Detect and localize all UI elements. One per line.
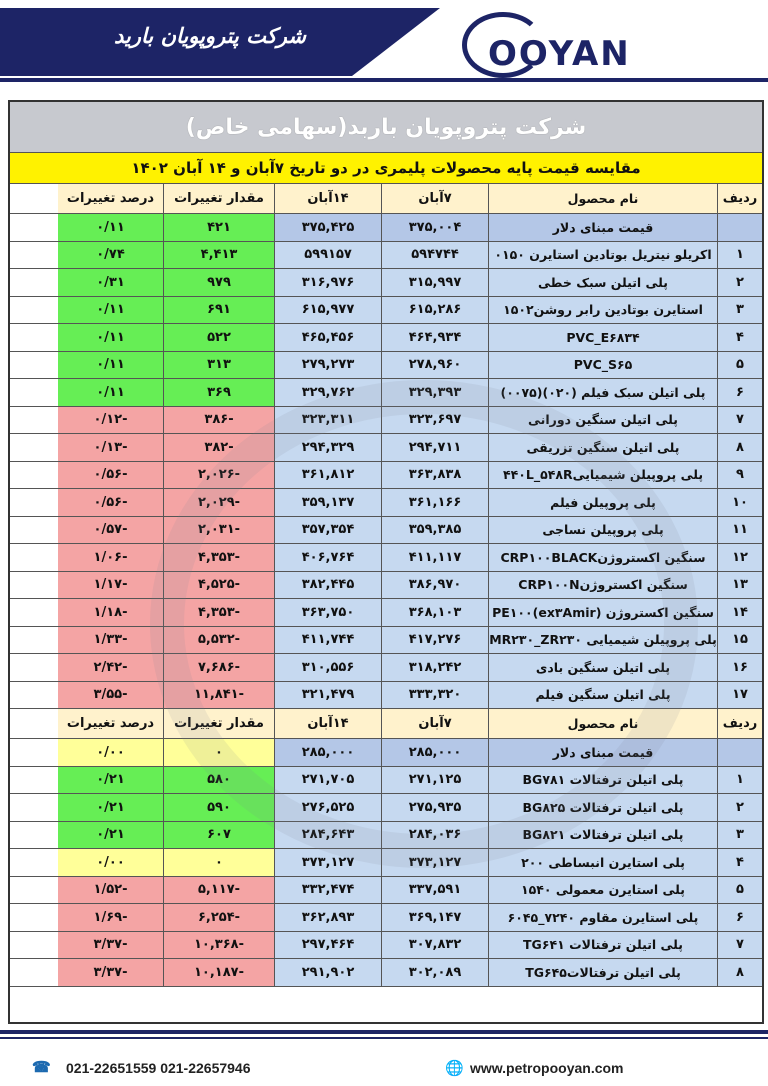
row-index: ۱۱ <box>717 517 762 544</box>
change-percent: ۰/۱۱ <box>58 352 163 379</box>
row-index: ۱۳ <box>717 572 762 599</box>
table-row <box>10 654 762 682</box>
price-7aban: ۲۸۴,۰۳۶ <box>381 822 488 849</box>
header-underline <box>0 78 768 82</box>
price-14aban: ۳۲۹,۷۶۲ <box>274 379 381 406</box>
header-v7: ۷آبان <box>381 709 488 738</box>
product-name: پلی اتیلن ترفتالات BG۸۲۱ <box>488 822 717 849</box>
price-14aban: ۳۱۶,۹۷۶ <box>274 269 381 296</box>
product-name: پلی اتیلن سبک خطی <box>488 269 717 296</box>
change-percent: ۰/۱۱ <box>58 324 163 351</box>
table-row <box>10 682 762 710</box>
price-14aban: ۶۱۵,۹۷۷ <box>274 297 381 324</box>
row-index: ۶ <box>717 904 762 931</box>
price-7aban: ۲۷۱,۱۲۵ <box>381 767 488 794</box>
header-idx: ردیف <box>717 709 762 738</box>
row-index: ۷ <box>717 932 762 959</box>
change-amount: -۴,۵۲۵ <box>163 572 274 599</box>
table-row <box>10 379 762 407</box>
product-name: پلی پروپیلن فیلم <box>488 489 717 516</box>
header-amt: مقدار تغییرات <box>163 184 274 213</box>
change-amount: -۲,۰۳۱ <box>163 517 274 544</box>
price-14aban: ۲۷۶,۵۲۵ <box>274 794 381 821</box>
row-index <box>717 214 762 241</box>
price-7aban: ۴۱۷,۲۷۶ <box>381 627 488 654</box>
header-v14: ۱۴آبان <box>274 184 381 213</box>
change-percent: -۱/۳۳ <box>58 627 163 654</box>
change-percent: -۱/۰۶ <box>58 544 163 571</box>
product-name: PVC_E۶۸۳۴ <box>488 324 717 351</box>
product-name: پلی اتیلن ترفتالاتTG۶۴۵ <box>488 959 717 986</box>
header-name: نام محصول <box>488 709 717 738</box>
change-amount: -۲,۰۲۶ <box>163 462 274 489</box>
change-amount: -۶,۲۵۴ <box>163 904 274 931</box>
change-percent: ۰/۱۱ <box>58 297 163 324</box>
row-index: ۸ <box>717 434 762 461</box>
row-index: ۱۵ <box>717 627 762 654</box>
change-amount: ۵۹۰ <box>163 794 274 821</box>
table-header-row-2 <box>10 709 762 739</box>
phone-numbers: 021-22651559 021-22657946 <box>66 1060 251 1076</box>
change-percent: ۰/۱۱ <box>58 214 163 241</box>
row-index: ۳ <box>717 822 762 849</box>
price-7aban: ۳۵۹,۳۸۵ <box>381 517 488 544</box>
price-7aban: ۲۸۵,۰۰۰ <box>381 739 488 766</box>
price-7aban: ۳۷۵,۰۰۴ <box>381 214 488 241</box>
table-header-row <box>10 184 762 214</box>
price-14aban: ۴۰۶,۷۶۴ <box>274 544 381 571</box>
row-index: ۱۰ <box>717 489 762 516</box>
change-percent: -۰/۵۷ <box>58 517 163 544</box>
company-name: شرکت پتروپویان بارید <box>114 24 306 48</box>
change-percent: -۳/۳۷ <box>58 932 163 959</box>
section-2 <box>10 739 762 987</box>
price-7aban: ۳۱۵,۹۹۷ <box>381 269 488 296</box>
price-7aban: ۳۰۲,۰۸۹ <box>381 959 488 986</box>
price-14aban: ۲۸۵,۰۰۰ <box>274 739 381 766</box>
table-title: شرکت پتروپویان باربد(سهامی خاص) <box>10 102 762 153</box>
header-idx: ردیف <box>717 184 762 213</box>
product-name: پلی اتیلن سنگین دورانی <box>488 407 717 434</box>
product-name: پلی استایرن انبساطی ۲۰۰ <box>488 849 717 876</box>
change-percent: ۰/۱۱ <box>58 379 163 406</box>
usd-base-row <box>10 214 762 242</box>
row-index: ۱۷ <box>717 682 762 709</box>
product-name: قیمت مبنای دلار <box>488 214 717 241</box>
header-v14: ۱۴آبان <box>274 709 381 738</box>
price-7aban: ۳۶۸,۱۰۳ <box>381 599 488 626</box>
change-amount: -۵,۱۱۷ <box>163 877 274 904</box>
change-percent: -۱/۱۷ <box>58 572 163 599</box>
table-row <box>10 407 762 435</box>
price-14aban: ۵۹۹۱۵۷ <box>274 242 381 269</box>
header-amt: مقدار تغییرات <box>163 709 274 738</box>
change-amount: ۴,۴۱۳ <box>163 242 274 269</box>
change-amount: -۵,۵۳۲ <box>163 627 274 654</box>
price-14aban: ۳۶۱,۸۱۲ <box>274 462 381 489</box>
product-name: پلی اتیلن سنگین فیلم <box>488 682 717 709</box>
product-name: اکریلو نیتریل بوتادین استایرن ۰۱۵۰ <box>488 242 717 269</box>
change-percent: -۰/۱۳ <box>58 434 163 461</box>
product-name: پلی اتیلن سنگین بادی <box>488 654 717 681</box>
price-14aban: ۳۵۹,۱۳۷ <box>274 489 381 516</box>
price-7aban: ۳۶۳,۸۳۸ <box>381 462 488 489</box>
price-14aban: ۳۶۲,۸۹۳ <box>274 904 381 931</box>
table-row <box>10 767 762 795</box>
product-name: پلی اتیلن ترفتالات BG۸۲۵ <box>488 794 717 821</box>
price-14aban: ۲۷۹,۲۷۳ <box>274 352 381 379</box>
change-amount: ۰ <box>163 849 274 876</box>
product-name: سنگین اکستروژنCRP۱۰۰BLACK <box>488 544 717 571</box>
table-row <box>10 932 762 960</box>
table-row <box>10 489 762 517</box>
change-percent: -۰/۵۶ <box>58 489 163 516</box>
change-percent: ۰/۷۴ <box>58 242 163 269</box>
table-row <box>10 822 762 850</box>
product-name: پلی اتیلن ترفتالات BG۷۸۱ <box>488 767 717 794</box>
footer-rule <box>0 1030 768 1034</box>
change-percent: -۲/۴۲ <box>58 654 163 681</box>
row-index: ۱۲ <box>717 544 762 571</box>
change-amount: ۶۹۱ <box>163 297 274 324</box>
product-name: استایرن بوتادین رابر روشن۱۵۰۲ <box>488 297 717 324</box>
change-percent: ۰/۲۱ <box>58 822 163 849</box>
change-percent: ۰/۰۰ <box>58 849 163 876</box>
row-index: ۵ <box>717 877 762 904</box>
table-row <box>10 599 762 627</box>
price-7aban: ۴۱۱,۱۱۷ <box>381 544 488 571</box>
row-index: ۴ <box>717 849 762 876</box>
product-name: پلی استایرن معمولی ۱۵۴۰ <box>488 877 717 904</box>
footer <box>0 1050 768 1080</box>
change-percent: ۰/۲۱ <box>58 794 163 821</box>
price-14aban: ۳۱۰,۵۵۶ <box>274 654 381 681</box>
change-amount: ۳۱۳ <box>163 352 274 379</box>
product-name: پلی پروپیلن شیمیایی۴۴۰L_۵۴۸R <box>488 462 717 489</box>
row-index: ۱۴ <box>717 599 762 626</box>
change-amount: ۳۶۹ <box>163 379 274 406</box>
product-name: قیمت مبنای دلار <box>488 739 717 766</box>
table-row <box>10 434 762 462</box>
page-header <box>0 0 768 95</box>
section-1 <box>10 214 762 709</box>
row-index: ۴ <box>717 324 762 351</box>
product-name: سنگین اکستروژنCRP۱۰۰N <box>488 572 717 599</box>
price-7aban: ۳۲۹,۳۹۳ <box>381 379 488 406</box>
change-amount: ۴۲۱ <box>163 214 274 241</box>
price-14aban: ۳۷۳,۱۲۷ <box>274 849 381 876</box>
globe-icon: 🌐 <box>445 1060 464 1077</box>
price-7aban: ۶۱۵,۲۸۶ <box>381 297 488 324</box>
row-index: ۱۶ <box>717 654 762 681</box>
row-index: ۸ <box>717 959 762 986</box>
change-amount: -۴,۳۵۳ <box>163 599 274 626</box>
header-pct: درصد تغییرات <box>58 184 163 213</box>
product-name: سنگین اکستروژن (PE۱۰۰(ex۳Amir <box>488 599 717 626</box>
table-row <box>10 324 762 352</box>
price-14aban: ۳۲۳,۳۱۱ <box>274 407 381 434</box>
header-pct: درصد تغییرات <box>58 709 163 738</box>
change-amount: ۶۰۷ <box>163 822 274 849</box>
price-7aban: ۳۶۱,۱۶۶ <box>381 489 488 516</box>
table-row <box>10 794 762 822</box>
row-index <box>717 739 762 766</box>
header-v7: ۷آبان <box>381 184 488 213</box>
table-row <box>10 544 762 572</box>
price-14aban: ۳۵۷,۳۵۴ <box>274 517 381 544</box>
price-14aban: ۳۷۵,۴۲۵ <box>274 214 381 241</box>
table-row <box>10 269 762 297</box>
price-7aban: ۳۷۳,۱۲۷ <box>381 849 488 876</box>
price-14aban: ۳۶۳,۷۵۰ <box>274 599 381 626</box>
product-name: پلی پروپیلن شیمیایی MR۲۳۰_ZR۲۳۰ <box>488 627 717 654</box>
price-7aban: ۳۱۸,۲۴۲ <box>381 654 488 681</box>
change-percent: ۰/۲۱ <box>58 767 163 794</box>
change-percent: -۰/۱۲ <box>58 407 163 434</box>
change-amount: ۵۸۰ <box>163 767 274 794</box>
price-7aban: ۳۲۳,۶۹۷ <box>381 407 488 434</box>
row-index: ۹ <box>717 462 762 489</box>
change-amount: -۱۰,۳۶۸ <box>163 932 274 959</box>
change-amount: -۱۱,۸۴۱ <box>163 682 274 709</box>
table-row <box>10 462 762 490</box>
price-14aban: ۳۳۲,۴۷۴ <box>274 877 381 904</box>
price-table <box>8 100 764 1024</box>
change-percent: -۱/۱۸ <box>58 599 163 626</box>
change-amount: ۹۷۹ <box>163 269 274 296</box>
price-14aban: ۲۹۱,۹۰۲ <box>274 959 381 986</box>
product-name: پلی اتیلن ترفتالات TG۶۴۱ <box>488 932 717 959</box>
price-14aban: ۴۶۵,۴۵۶ <box>274 324 381 351</box>
website-link[interactable]: www.petropooyan.com <box>470 1060 624 1076</box>
price-7aban: ۴۶۴,۹۳۴ <box>381 324 488 351</box>
row-index: ۳ <box>717 297 762 324</box>
table-row <box>10 959 762 987</box>
price-7aban: ۳۰۷,۸۳۲ <box>381 932 488 959</box>
table-row <box>10 517 762 545</box>
logo-text: OOYAN <box>488 34 631 74</box>
row-index: ۶ <box>717 379 762 406</box>
price-7aban: ۳۳۳,۳۲۰ <box>381 682 488 709</box>
change-amount: ۵۲۲ <box>163 324 274 351</box>
row-index: ۷ <box>717 407 762 434</box>
header-name: نام محصول <box>488 184 717 213</box>
change-amount: -۱۰,۱۸۷ <box>163 959 274 986</box>
change-percent: -۳/۳۷ <box>58 959 163 986</box>
price-14aban: ۲۹۴,۳۲۹ <box>274 434 381 461</box>
change-percent: -۱/۵۲ <box>58 877 163 904</box>
price-14aban: ۲۸۴,۶۴۳ <box>274 822 381 849</box>
row-index: ۵ <box>717 352 762 379</box>
table-row <box>10 242 762 270</box>
product-name: پلی اتیلن سبک فیلم (۰۲۰)(۰۰۷۵) <box>488 379 717 406</box>
price-14aban: ۲۹۷,۴۶۴ <box>274 932 381 959</box>
change-amount: -۳۸۶ <box>163 407 274 434</box>
change-amount: -۷,۶۸۶ <box>163 654 274 681</box>
footer-rule-thin <box>0 1037 768 1039</box>
table-row <box>10 904 762 932</box>
price-7aban: ۳۶۹,۱۴۷ <box>381 904 488 931</box>
price-14aban: ۴۱۱,۷۴۴ <box>274 627 381 654</box>
price-14aban: ۳۲۱,۴۷۹ <box>274 682 381 709</box>
price-7aban: ۵۹۴۷۴۴ <box>381 242 488 269</box>
usd-base-row <box>10 739 762 767</box>
table-row <box>10 627 762 655</box>
table-subtitle: مقایسه قیمت پایه محصولات پلیمری در دو تاریخ ۷آبان و ۱۴ آبان ۱۴۰۲ <box>10 153 762 184</box>
change-amount: -۲,۰۲۹ <box>163 489 274 516</box>
price-14aban: ۲۷۱,۷۰۵ <box>274 767 381 794</box>
change-amount: -۳۸۲ <box>163 434 274 461</box>
table-row <box>10 352 762 380</box>
change-amount: ۰ <box>163 739 274 766</box>
row-index: ۱ <box>717 767 762 794</box>
row-index: ۱ <box>717 242 762 269</box>
price-7aban: ۲۹۴,۷۱۱ <box>381 434 488 461</box>
product-name: پلی اتیلن سنگین تزریقی <box>488 434 717 461</box>
price-7aban: ۲۷۸,۹۶۰ <box>381 352 488 379</box>
product-name: PVC_S۶۵ <box>488 352 717 379</box>
product-name: پلی پروپیلن نساجی <box>488 517 717 544</box>
change-percent: -۳/۵۵ <box>58 682 163 709</box>
table-row <box>10 297 762 325</box>
change-amount: -۴,۳۵۳ <box>163 544 274 571</box>
row-index: ۲ <box>717 794 762 821</box>
row-index: ۲ <box>717 269 762 296</box>
table-row <box>10 877 762 905</box>
product-name: پلی استایرن مقاوم ۷۲۴۰_۶۰۴۵ <box>488 904 717 931</box>
change-percent: -۰/۵۶ <box>58 462 163 489</box>
price-7aban: ۲۷۵,۹۳۵ <box>381 794 488 821</box>
table-row <box>10 849 762 877</box>
price-7aban: ۳۳۷,۵۹۱ <box>381 877 488 904</box>
change-percent: ۰/۳۱ <box>58 269 163 296</box>
phone-icon: ☎ <box>32 1059 51 1076</box>
price-14aban: ۳۸۲,۴۴۵ <box>274 572 381 599</box>
price-7aban: ۳۸۶,۹۷۰ <box>381 572 488 599</box>
change-percent: ۰/۰۰ <box>58 739 163 766</box>
table-row <box>10 572 762 600</box>
change-percent: -۱/۶۹ <box>58 904 163 931</box>
